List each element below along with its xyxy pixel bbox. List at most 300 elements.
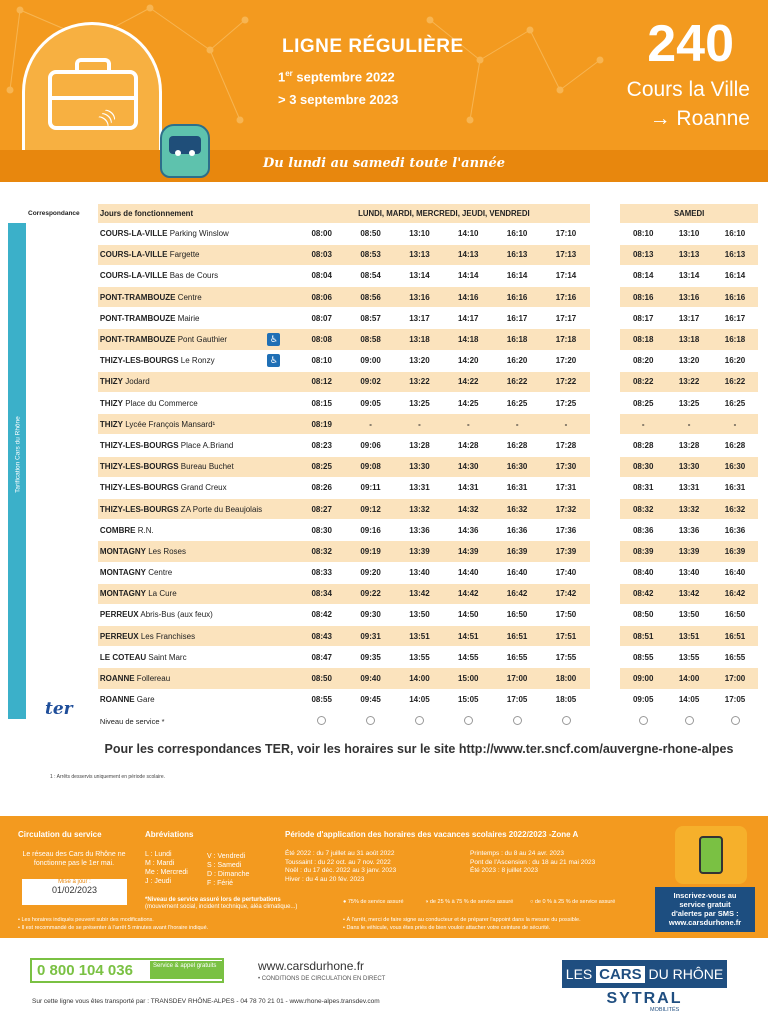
- weekday-time: -: [346, 414, 395, 435]
- weekday-time: 14:17: [444, 308, 493, 329]
- saturday-time: 16:22: [712, 371, 758, 392]
- weekday-time: 16:17: [493, 308, 542, 329]
- weekday-time: 08:06: [297, 287, 346, 308]
- stop-name: THIZY-LES-BOURGS ZA Porte du Beaujolais: [98, 498, 267, 519]
- weekday-time: 17:14: [542, 265, 591, 286]
- weekday-time: 08:30: [297, 520, 346, 541]
- correspondance-cell: [28, 541, 98, 562]
- weekday-time: 14:40: [444, 562, 493, 583]
- phone-number[interactable]: 0 800 104 036: [30, 958, 224, 983]
- service-level-circle: [712, 710, 758, 732]
- wheelchair-icon: ♿: [267, 354, 280, 367]
- correspondance-header: Correspondance: [28, 204, 98, 223]
- weekday-time: 09:31: [346, 626, 395, 647]
- table-row: [28, 626, 758, 647]
- weekday-time: 16:25: [493, 393, 542, 414]
- service-level-label: Niveau de service *: [98, 710, 267, 732]
- table-row: [28, 308, 758, 329]
- signal-icon: ))): [96, 105, 118, 127]
- correspondance-cell: [28, 498, 98, 519]
- accessibility-cell: [267, 414, 297, 435]
- weekday-time: 16:18: [493, 329, 542, 350]
- stop-name: COURS-LA-VILLE Fargette: [98, 244, 267, 265]
- correspondance-cell: [28, 647, 98, 668]
- weekday-time: 17:28: [542, 435, 591, 456]
- weekday-time: 17:42: [542, 583, 591, 604]
- accessibility-cell: [267, 647, 297, 668]
- table-row: [28, 265, 758, 286]
- weekday-time: 17:40: [542, 562, 591, 583]
- weekday-time: 16:30: [493, 456, 542, 477]
- weekday-time: 08:34: [297, 583, 346, 604]
- weekday-time: 14:42: [444, 583, 493, 604]
- service-level-circle: [395, 710, 444, 732]
- weekday-time: 09:22: [346, 583, 395, 604]
- weekday-time: 09:40: [346, 668, 395, 689]
- weekday-time: 18:05: [542, 689, 591, 710]
- weekday-time: 08:53: [346, 244, 395, 265]
- weekday-time: 17:50: [542, 604, 591, 625]
- accessibility-cell: [267, 371, 297, 392]
- ter-logo: ter: [45, 699, 73, 719]
- weekday-time: 09:45: [346, 689, 395, 710]
- weekday-time: 13:55: [395, 647, 444, 668]
- origin: Cours la Ville: [626, 78, 750, 101]
- accessibility-cell: [267, 223, 297, 244]
- circulation-title: Circulation du service: [18, 830, 102, 839]
- accessibility-cell: [267, 626, 297, 647]
- accessibility-cell: [267, 498, 297, 519]
- saturday-time: 13:39: [666, 541, 712, 562]
- wheelchair-icon: ♿: [267, 333, 280, 346]
- accessibility-cell: [267, 393, 297, 414]
- weekday-time: 08:19: [297, 414, 346, 435]
- weekday-time: 13:32: [395, 498, 444, 519]
- weekday-time: 08:58: [346, 329, 395, 350]
- sms-signup[interactable]: Inscrivez-vous au service gratuit d'alertes par SMS : www.carsdurhone.fr: [655, 887, 755, 932]
- weekday-time: 14:36: [444, 520, 493, 541]
- correspondance-cell: [28, 393, 98, 414]
- service-level-row: [28, 710, 758, 732]
- briefcase-strap: [48, 96, 138, 100]
- service-level-circle: [542, 710, 591, 732]
- update-box: [22, 879, 127, 905]
- service-level-circle: [493, 710, 542, 732]
- saturday-time: 13:20: [666, 350, 712, 371]
- service-level-circle: [444, 710, 493, 732]
- holidays-list-1: Été 2022 : du 7 juillet au 31 août 2022 Toussaint : du 22 oct. au 7 nov. 2022 Noël : du 17 déc. 2022 au 3 janv. 2023 Hiver : du 4 au 20 fév. 2023: [285, 850, 397, 883]
- table-row: [28, 562, 758, 583]
- saturday-time: 13:13: [666, 244, 712, 265]
- sytral-logo: SYTRAL: [606, 990, 683, 1007]
- stop-name: THIZY-LES-BOURGS Grand Creux: [98, 477, 267, 498]
- weekday-time: -: [395, 414, 444, 435]
- weekday-time: 17:30: [542, 456, 591, 477]
- accessibility-cell: [267, 287, 297, 308]
- saturday-header: SAMEDI: [620, 204, 758, 223]
- saturday-time: 13:55: [666, 647, 712, 668]
- stop-name: MONTAGNY Les Roses: [98, 541, 267, 562]
- fare-zone-label: Tarification Cars du Rhône: [14, 416, 22, 493]
- saturday-time: 16:42: [712, 583, 758, 604]
- table-row: [28, 287, 758, 308]
- weekday-time: -: [493, 414, 542, 435]
- accessibility-cell: [267, 456, 297, 477]
- saturday-time: 17:05: [712, 689, 758, 710]
- weekday-time: 16:51: [493, 626, 542, 647]
- level-legend-3: ○ de 0 % à 25 % de service assuré: [530, 899, 616, 905]
- saturday-time: 16:39: [712, 541, 758, 562]
- weekday-time: 15:05: [444, 689, 493, 710]
- update-date: 01/02/2023: [51, 885, 98, 895]
- weekday-time: 13:31: [395, 477, 444, 498]
- saturday-time: 16:31: [712, 477, 758, 498]
- weekday-time: 13:30: [395, 456, 444, 477]
- weekday-time: 09:16: [346, 520, 395, 541]
- table-row: [28, 223, 758, 244]
- saturday-time: 16:36: [712, 520, 758, 541]
- weekday-time: 16:16: [493, 287, 542, 308]
- stop-name: ROANNE Gare: [98, 689, 267, 710]
- weekday-time: 17:31: [542, 477, 591, 498]
- weekday-time: 13:28: [395, 435, 444, 456]
- saturday-time: 08:28: [620, 435, 666, 456]
- table-row: [28, 350, 758, 371]
- weekday-time: 09:08: [346, 456, 395, 477]
- weekday-time: 16:22: [493, 371, 542, 392]
- ter-note: Pour les correspondances TER, voir les horaires sur le site http://www.ter.sncf.com/auvergne-rhone-alpes: [104, 742, 734, 756]
- table-row: [28, 244, 758, 265]
- weekday-time: 14:13: [444, 244, 493, 265]
- weekday-time: 08:25: [297, 456, 346, 477]
- stop-name: THIZY-LES-BOURGS Place A.Briand: [98, 435, 267, 456]
- weekday-time: 08:50: [297, 668, 346, 689]
- saturday-time: 13:14: [666, 265, 712, 286]
- weekday-time: 14:16: [444, 287, 493, 308]
- correspondance-cell: [28, 265, 98, 286]
- weekday-time: 08:07: [297, 308, 346, 329]
- service-level-note: *Niveau de service assuré lors de perturbations (mouvement social, incident technique, aléa climatique...): [145, 897, 298, 910]
- phone-tag: Service & appel gratuits: [150, 961, 222, 979]
- weekday-time: 13:17: [395, 308, 444, 329]
- weekday-time: 09:20: [346, 562, 395, 583]
- service-level-circle: [666, 710, 712, 732]
- table-row: [28, 689, 758, 710]
- saturday-time: -: [620, 414, 666, 435]
- website-link[interactable]: www.carsdurhone.fr: [258, 959, 365, 973]
- bus-mascot-icon: [160, 124, 210, 178]
- accessibility-cell: [267, 265, 297, 286]
- correspondance-cell: [28, 435, 98, 456]
- weekday-time: 16:31: [493, 477, 542, 498]
- correspondance-cell: [28, 223, 98, 244]
- saturday-time: 13:10: [666, 223, 712, 244]
- stop-name: PONT-TRAMBOUZE Pont Gauthier: [98, 329, 267, 350]
- correspondance-cell: [28, 329, 98, 350]
- weekday-time: 17:18: [542, 329, 591, 350]
- accessibility-cell: [267, 668, 297, 689]
- accessibility-cell: [267, 308, 297, 329]
- correspondance-cell: [28, 477, 98, 498]
- stop-name: THIZY-LES-BOURGS Bureau Buchet: [98, 456, 267, 477]
- table-row: [28, 393, 758, 414]
- saturday-time: 13:22: [666, 371, 712, 392]
- saturday-time: 08:20: [620, 350, 666, 371]
- weekday-time: 09:02: [346, 371, 395, 392]
- weekday-time: 17:16: [542, 287, 591, 308]
- destination: → Roanne: [649, 107, 750, 130]
- weekday-time: 16:20: [493, 350, 542, 371]
- weekday-time: 17:13: [542, 244, 591, 265]
- abbreviations-list-1: L : Lundi M : Mardi Me : Mercredi J : Jeudi: [145, 851, 188, 885]
- weekday-time: 14:28: [444, 435, 493, 456]
- stop-name: COURS-LA-VILLE Parking Winslow: [98, 223, 267, 244]
- weekday-time: 08:27: [297, 498, 346, 519]
- weekday-time: 17:55: [542, 647, 591, 668]
- weekday-time: 09:12: [346, 498, 395, 519]
- weekday-time: 08:26: [297, 477, 346, 498]
- weekday-time: 14:51: [444, 626, 493, 647]
- saturday-time: 14:05: [666, 689, 712, 710]
- saturday-time: 13:50: [666, 604, 712, 625]
- level-legend-2: ◑ de 25 % à 75 % de service assuré: [425, 899, 514, 905]
- saturday-time: 13:51: [666, 626, 712, 647]
- table-row: [28, 456, 758, 477]
- weekday-time: 13:14: [395, 265, 444, 286]
- saturday-time: 13:28: [666, 435, 712, 456]
- weekday-time: 14:50: [444, 604, 493, 625]
- saturday-time: 13:18: [666, 329, 712, 350]
- weekday-time: 14:10: [444, 223, 493, 244]
- accessibility-cell: [267, 583, 297, 604]
- briefcase-icon: [48, 70, 138, 130]
- weekday-time: 14:22: [444, 371, 493, 392]
- weekday-time: 13:20: [395, 350, 444, 371]
- weekday-time: -: [444, 414, 493, 435]
- saturday-time: 16:10: [712, 223, 758, 244]
- warnings-right: • À l'arrêt, merci de faire signe au conducteur et de préparer l'appoint dans la mesure du possible. • Dans le véhicule, vous êtes priés de bien vouloir attacher votre ceinture de sécurité.: [343, 917, 581, 931]
- table-row: [28, 435, 758, 456]
- table-row: [28, 371, 758, 392]
- warnings-left: • Les horaires indiqués peuvent subir des modifications. • Il est recommandé de se présenter à l'arrêt 5 minutes avant l'horaire indiqué.: [18, 917, 209, 931]
- weekday-time: 08:55: [297, 689, 346, 710]
- weekday-time: 17:00: [493, 668, 542, 689]
- accessibility-cell: [267, 604, 297, 625]
- saturday-time: 13:42: [666, 583, 712, 604]
- update-label: Mise à jour :: [58, 879, 91, 885]
- table-row: [28, 520, 758, 541]
- weekday-time: 16:50: [493, 604, 542, 625]
- saturday-time: 13:32: [666, 498, 712, 519]
- correspondance-cell: [28, 520, 98, 541]
- weekday-time: 14:00: [395, 668, 444, 689]
- weekday-time: 13:22: [395, 371, 444, 392]
- weekday-time: 17:05: [493, 689, 542, 710]
- weekday-time: 17:17: [542, 308, 591, 329]
- weekday-time: 17:20: [542, 350, 591, 371]
- stop-name: MONTAGNY La Cure: [98, 583, 267, 604]
- saturday-time: 16:32: [712, 498, 758, 519]
- saturday-time: 14:00: [666, 668, 712, 689]
- table-row: [28, 498, 758, 519]
- service-level-circle: [297, 710, 346, 732]
- start-date: 1er septembre 2022: [278, 69, 395, 85]
- saturday-time: 08:22: [620, 371, 666, 392]
- stop-name: THIZY Place du Commerce: [98, 393, 267, 414]
- saturday-time: 16:17: [712, 308, 758, 329]
- stop-name: THIZY-LES-BOURGS Le Ronzy: [98, 350, 267, 371]
- stop-name: THIZY Lycée François Mansard¹: [98, 414, 267, 435]
- saturday-time: -: [666, 414, 712, 435]
- weekday-time: 14:31: [444, 477, 493, 498]
- saturday-time: 08:18: [620, 329, 666, 350]
- stop-name: PONT-TRAMBOUZE Centre: [98, 287, 267, 308]
- correspondance-cell: [28, 583, 98, 604]
- weekday-time: 13:42: [395, 583, 444, 604]
- service-level-circle: [620, 710, 666, 732]
- weekday-time: 16:10: [493, 223, 542, 244]
- weekday-time: 08:00: [297, 223, 346, 244]
- weekday-time: 13:51: [395, 626, 444, 647]
- accessibility-cell: [267, 477, 297, 498]
- weekday-time: 16:28: [493, 435, 542, 456]
- correspondance-cell: [28, 668, 98, 689]
- weekday-time: 08:12: [297, 371, 346, 392]
- weekday-time: 16:32: [493, 498, 542, 519]
- conditions-link[interactable]: • CONDITIONS DE CIRCULATION EN DIRECT: [258, 976, 386, 982]
- weekday-time: 13:10: [395, 223, 444, 244]
- correspondance-cell: [28, 244, 98, 265]
- line-type-title: LIGNE RÉGULIÈRE: [282, 36, 464, 57]
- holidays-list-2: Printemps : du 8 au 24 avr. 2023 Pont de l'Ascension : du 18 au 21 mai 2023 Été 2023 : 8 juillet 2023: [470, 850, 596, 874]
- weekday-time: 17:10: [542, 223, 591, 244]
- table-row: [28, 414, 758, 435]
- weekday-time: 08:23: [297, 435, 346, 456]
- table-row: [28, 477, 758, 498]
- correspondance-cell: [28, 308, 98, 329]
- footnote: 1 : Arrêts desservis uniquement en période scolaire.: [50, 774, 166, 780]
- weekday-time: 16:36: [493, 520, 542, 541]
- level-legend-1: ● 75% de service assuré: [343, 899, 404, 905]
- timetable-header: [28, 204, 758, 223]
- weekday-time: 13:18: [395, 329, 444, 350]
- line-number: 240: [647, 15, 734, 73]
- weekday-time: 09:35: [346, 647, 395, 668]
- cars-du-rhone-logo: LES CARS DU RHÔNE: [562, 960, 727, 988]
- weekday-time: 17:39: [542, 541, 591, 562]
- weekday-time: 08:32: [297, 541, 346, 562]
- accessibility-cell: [267, 562, 297, 583]
- correspondance-cell: [28, 604, 98, 625]
- saturday-time: 13:31: [666, 477, 712, 498]
- stop-name: LE COTEAU Saint Marc: [98, 647, 267, 668]
- weekday-time: 17:25: [542, 393, 591, 414]
- accessibility-cell: [267, 541, 297, 562]
- timetable: [28, 204, 758, 733]
- weekday-time: 08:04: [297, 265, 346, 286]
- gap-header: [590, 204, 620, 223]
- weekday-time: 16:55: [493, 647, 542, 668]
- weekday-time: 08:43: [297, 626, 346, 647]
- holidays-title: Période d'application des horaires des vacances scolaires 2022/2023 -Zone A: [285, 830, 579, 839]
- stop-name: PERREUX Abris-Bus (aux feux): [98, 604, 267, 625]
- saturday-time: 16:40: [712, 562, 758, 583]
- saturday-time: 08:25: [620, 393, 666, 414]
- weekday-time: 08:15: [297, 393, 346, 414]
- table-row: [28, 329, 758, 350]
- weekday-time: 17:36: [542, 520, 591, 541]
- weekday-time: 16:14: [493, 265, 542, 286]
- weekday-time: 17:32: [542, 498, 591, 519]
- weekday-time: 08:03: [297, 244, 346, 265]
- weekday-time: 14:14: [444, 265, 493, 286]
- saturday-time: 08:39: [620, 541, 666, 562]
- weekday-time: 13:16: [395, 287, 444, 308]
- saturday-time: 16:55: [712, 647, 758, 668]
- table-row: [28, 647, 758, 668]
- saturday-time: 08:31: [620, 477, 666, 498]
- saturday-time: 16:51: [712, 626, 758, 647]
- saturday-time: 08:14: [620, 265, 666, 286]
- table-row: [28, 541, 758, 562]
- saturday-time: 16:13: [712, 244, 758, 265]
- accessibility-header: [267, 204, 297, 223]
- saturday-time: 13:16: [666, 287, 712, 308]
- weekday-time: 08:42: [297, 604, 346, 625]
- saturday-time: 16:18: [712, 329, 758, 350]
- saturday-time: 08:51: [620, 626, 666, 647]
- correspondance-cell: [28, 287, 98, 308]
- saturday-time: 08:55: [620, 647, 666, 668]
- saturday-time: 08:50: [620, 604, 666, 625]
- weekday-time: 13:25: [395, 393, 444, 414]
- abbreviations-list-2: V : Vendredi S : Samedi D : Dimanche F : Férié: [207, 853, 250, 887]
- mobilites-label: MOBILITÉS: [650, 1007, 680, 1013]
- correspondance-cell: [28, 350, 98, 371]
- weekday-time: 14:39: [444, 541, 493, 562]
- saturday-time: 08:30: [620, 456, 666, 477]
- saturday-time: 09:00: [620, 668, 666, 689]
- weekday-time: 18:00: [542, 668, 591, 689]
- saturday-time: 13:36: [666, 520, 712, 541]
- accessibility-cell: [267, 350, 297, 371]
- stop-name: COMBRE R.N.: [98, 520, 267, 541]
- correspondance-cell: [28, 562, 98, 583]
- weekday-time: 09:06: [346, 435, 395, 456]
- saturday-time: 13:40: [666, 562, 712, 583]
- saturday-time: 16:16: [712, 287, 758, 308]
- weekday-time: 14:20: [444, 350, 493, 371]
- correspondance-cell: [28, 456, 98, 477]
- weekday-time: 09:19: [346, 541, 395, 562]
- accessibility-cell: [267, 689, 297, 710]
- bus-windshield: [169, 136, 201, 154]
- weekday-time: 14:32: [444, 498, 493, 519]
- accessibility-cell: [267, 329, 297, 350]
- weekday-time: 16:13: [493, 244, 542, 265]
- saturday-time: 16:28: [712, 435, 758, 456]
- saturday-time: 16:25: [712, 393, 758, 414]
- abbreviations-title: Abréviations: [145, 830, 194, 839]
- weekday-time: 09:00: [346, 350, 395, 371]
- weekday-time: 16:39: [493, 541, 542, 562]
- stop-name: ROANNE Follereau: [98, 668, 267, 689]
- weekday-time: 08:56: [346, 287, 395, 308]
- weekday-time: 08:33: [297, 562, 346, 583]
- saturday-time: 16:20: [712, 350, 758, 371]
- weekday-time: 08:47: [297, 647, 346, 668]
- weekday-time: 09:05: [346, 393, 395, 414]
